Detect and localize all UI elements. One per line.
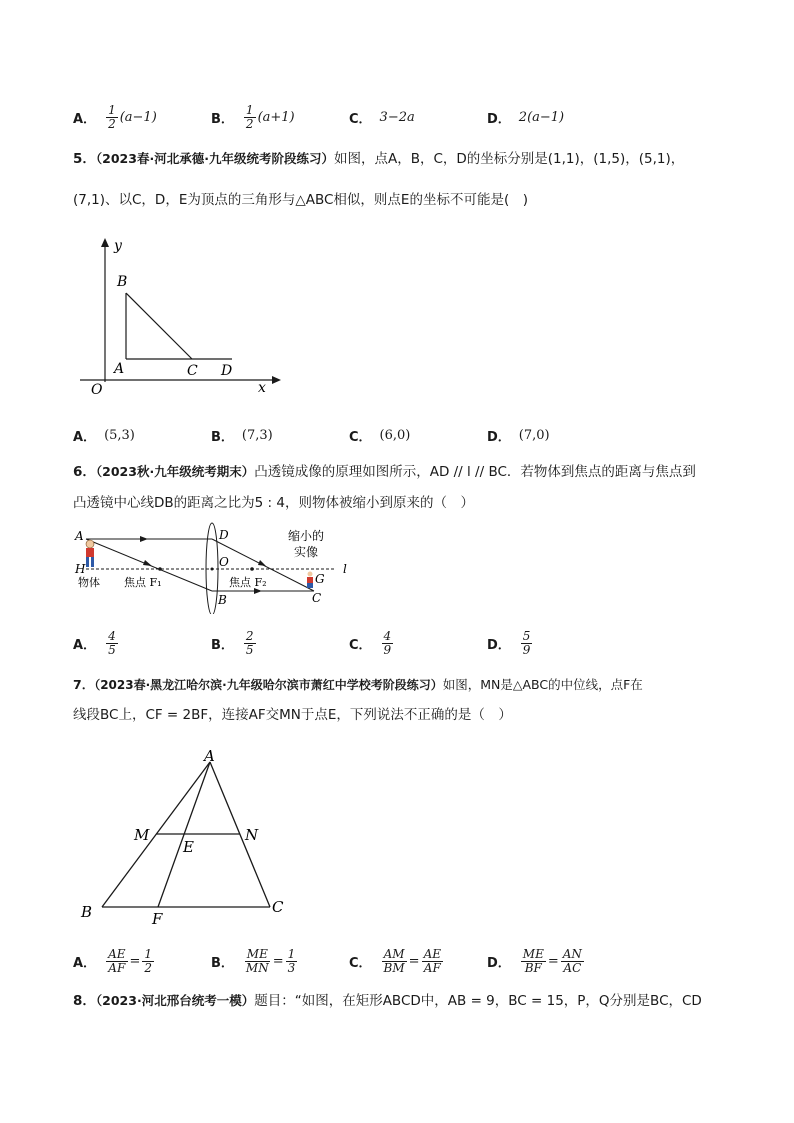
x-axis-arrow <box>272 376 281 384</box>
q5-option-c: C． (6,0) <box>349 428 411 445</box>
label-f: F <box>152 910 163 927</box>
label-b: B <box>117 274 128 290</box>
q5-line-1: 5．（2023春·河北承德·九年级统考阶段练习）如图，点A，B，C，D的坐标分别是(1,1)，(1,5)，(5,1)， <box>73 151 685 167</box>
fraction: $\frac{1}{2}$ <box>245 103 254 131</box>
label-o: O <box>91 382 103 398</box>
label-l: l <box>343 562 347 576</box>
q7-triangle-figure <box>72 742 302 927</box>
focus-f2 <box>250 567 254 571</box>
q6-line-2: 凸透镜中心线DB的距离之比为5 : 4，则物体被缩小到原来的（ ） <box>73 495 474 511</box>
q6-option-a: A． $\frac{4}{5}$ <box>73 629 116 657</box>
q6-line-1: 6．（2023秋·九年级统考期末）凸透镜成像的原理如图所示，AD // l // BC．若物体到焦点的距离与焦点到 <box>73 464 696 480</box>
fraction: $\frac{1}{2}$ <box>144 947 153 975</box>
label-e: E <box>183 838 194 856</box>
label-y: y <box>114 238 122 254</box>
q7-line-1: 7．（2023春·黑龙江哈尔滨·九年级哈尔滨市萧红中学校考阶段练习）如图，MN是△ABC的中位线，点F在 <box>73 677 643 692</box>
q7-option-c: C． $\frac{AM}{BM}$ = $\frac{AE}{AF}$ <box>349 947 441 975</box>
q5-option-a: A． (5,3) <box>73 428 135 445</box>
lens-center <box>211 568 214 571</box>
q8-line-1: 8．（2023·河北邢台统考一模）题目：“如图，在矩形ABCD中，AB = 9，BC = 15，P，Q分别是BC，CD <box>73 993 702 1009</box>
segment-bc <box>126 293 192 359</box>
label-focus-1: 焦点 F₁ <box>124 576 162 589</box>
y-axis-arrow <box>101 238 109 247</box>
fraction: $\frac{4}{5}$ <box>108 629 116 657</box>
q6-lens-figure <box>72 522 362 614</box>
small-image-icon <box>307 572 313 589</box>
fraction: $\frac{1}{2}$ <box>108 103 116 131</box>
arrow-diag-right <box>258 560 266 566</box>
q7-line-2: 线段BC上，CF = 2BF，连接AF交MN于点E，下列说法不正确的是（ ） <box>73 707 512 723</box>
label-focus-2: 焦点 F₂ <box>229 576 267 589</box>
q6-option-c: C． $\frac{4}{9}$ <box>349 629 392 657</box>
label-b: B <box>81 903 93 921</box>
fraction: $\frac{1}{3}$ <box>287 947 296 975</box>
label-b: B <box>218 593 227 607</box>
q5-option-b: B． (7,3) <box>211 428 273 445</box>
prev-option-d: D． 2(a−1) <box>487 110 565 127</box>
fraction: $\frac{AM}{BM}$ <box>383 947 405 975</box>
fraction: $\frac{AE}{AF}$ <box>423 947 441 975</box>
label-m: M <box>134 826 150 844</box>
label-d: D <box>219 528 229 542</box>
label-c: C <box>187 363 198 379</box>
label-a: A <box>114 361 125 377</box>
fraction: $\frac{2}{5}$ <box>245 629 254 657</box>
fraction: $\frac{5}{9}$ <box>522 629 531 657</box>
label-image-1: 缩小的 <box>288 529 325 543</box>
label-n: N <box>245 826 259 844</box>
fraction: $\frac{4}{9}$ <box>383 629 392 657</box>
arrow-diag <box>143 560 152 566</box>
fraction: $\frac{AE}{AF}$ <box>108 947 126 975</box>
person-object-icon <box>86 540 94 567</box>
prev-option-a: A． $\frac{1}{2}$ (a−1) <box>73 103 157 131</box>
label-c: C <box>312 591 322 605</box>
q7-option-b: B． $\frac{ME}{MN}$ = $\frac{1}{3}$ <box>211 947 296 975</box>
prev-option-b: B． $\frac{1}{2}$ (a+1) <box>211 103 295 131</box>
fraction: $\frac{ME}{MN}$ <box>245 947 269 975</box>
fraction: $\frac{ME}{BF}$ <box>522 947 544 975</box>
q6-option-d: D． $\frac{5}{9}$ <box>487 629 531 657</box>
label-image-2: 实像 <box>294 545 319 559</box>
arrow-top <box>140 536 148 542</box>
q7-option-a: A． $\frac{AE}{AF}$ = $\frac{1}{2}$ <box>73 947 153 975</box>
q5-coordinate-figure <box>72 232 292 402</box>
fraction: $\frac{AN}{AC}$ <box>562 947 582 975</box>
prev-option-c: C． 3−2a <box>349 110 415 127</box>
label-d: D <box>221 363 233 379</box>
focus-f1 <box>158 567 162 571</box>
label-c: C <box>272 898 284 916</box>
q6-option-b: B． $\frac{2}{5}$ <box>211 629 254 657</box>
label-a: A <box>75 529 84 543</box>
label-a: A <box>204 747 215 765</box>
q5-option-d: D． (7,0) <box>487 428 550 445</box>
label-g: G <box>315 572 325 586</box>
label-x: x <box>258 380 266 396</box>
label-h: H <box>75 562 86 576</box>
q7-option-d: D． $\frac{ME}{BF}$ = $\frac{AN}{AC}$ <box>487 947 582 975</box>
label-object: 物体 <box>78 576 100 589</box>
q5-line-2: (7,1)、以C，D，E为顶点的三角形与△ABC相似，则点E的坐标不可能是( ) <box>73 192 528 208</box>
label-o: O <box>219 555 229 569</box>
